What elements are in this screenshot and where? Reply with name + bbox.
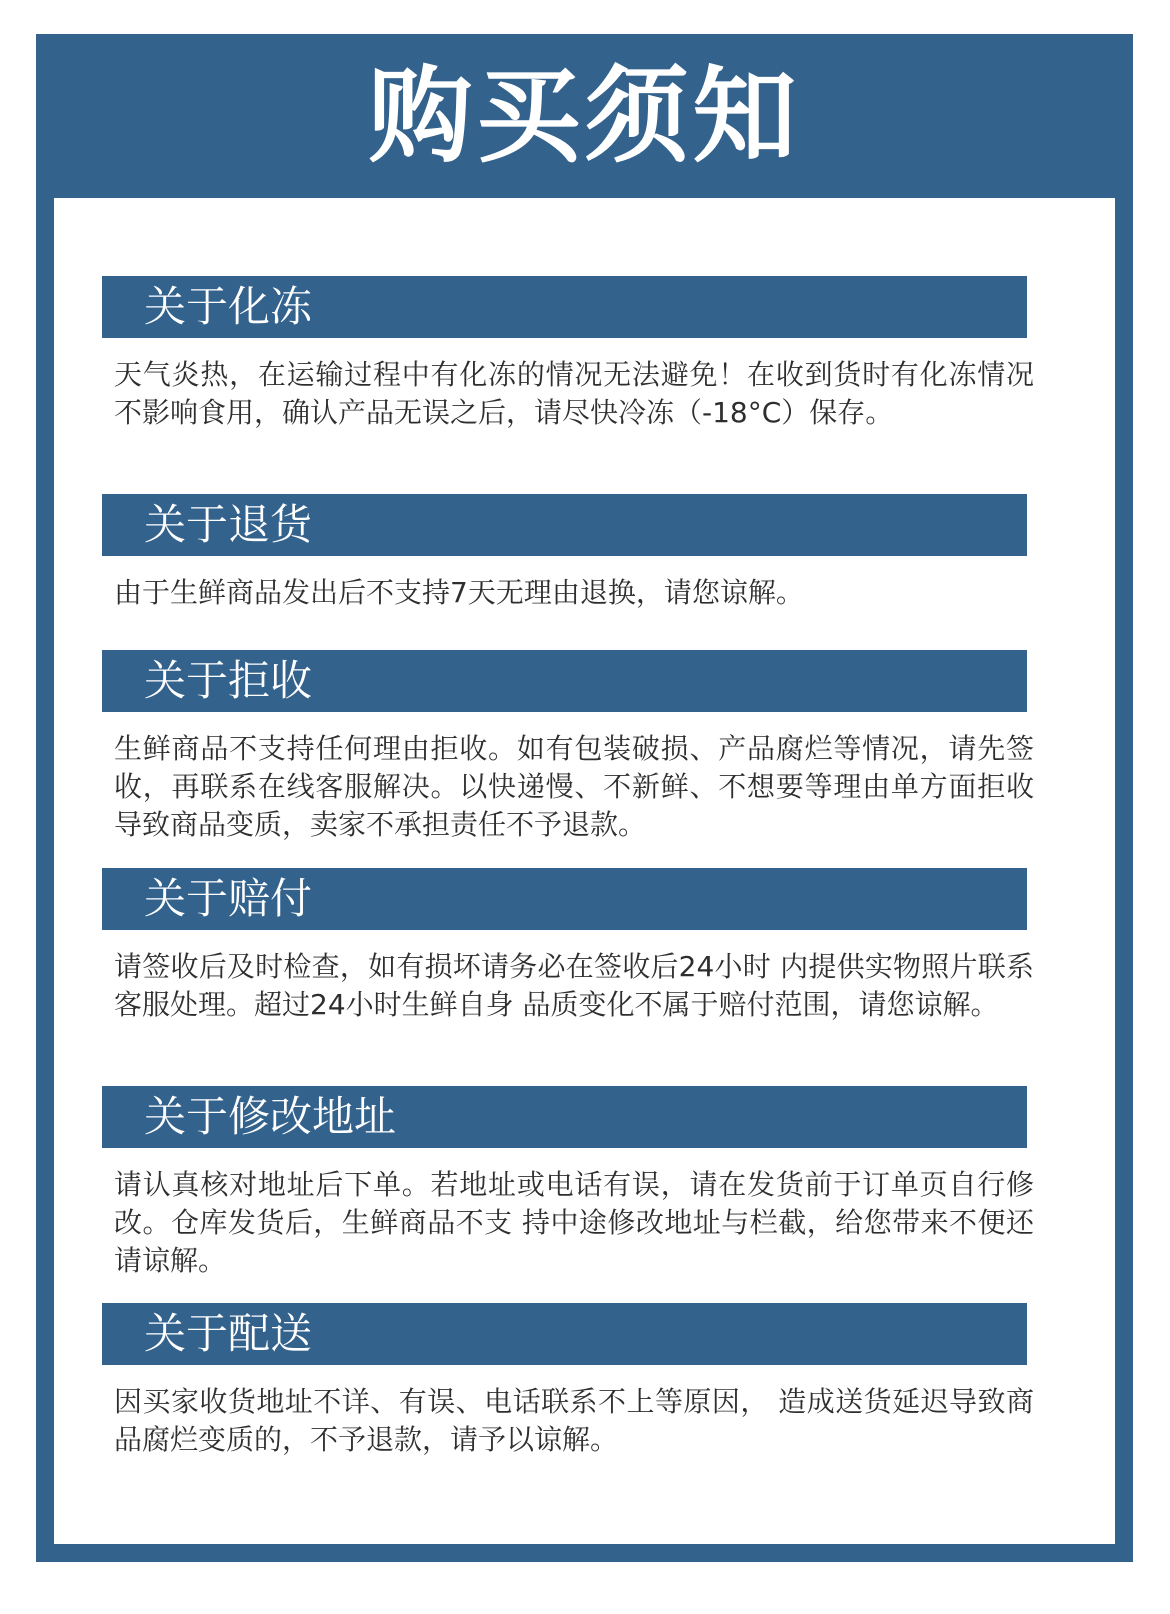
section-body: 天气炎热，在运输过程中有化冻的情况无法避免！在收到货时有化冻情况不影响食用，确认产品无误之后，请尽快冷冻（-18°C）保存。 bbox=[114, 358, 1034, 429]
section-heading-bar bbox=[102, 1303, 1027, 1365]
section-body: 生鲜商品不支持任何理由拒收。如有包装破损、产品腐烂等情况，请先签收，再联系在线客服解决。以快递慢、不新鲜、不想要等理由单方面拒收导致商品变质，卖家不承担责任不予退款。 bbox=[114, 732, 1034, 841]
section-heading: 关于拒收 bbox=[144, 656, 313, 705]
section-heading: 关于赔付 bbox=[144, 874, 313, 923]
section-heading-bar bbox=[102, 868, 1027, 930]
section-heading-bar bbox=[102, 494, 1027, 556]
section-body: 请签收后及时检查，如有损坏请务必在签收后24小时 内提供实物照片联系客服处理。超过24小时生鲜自身 品质变化不属于赔付范围，请您谅解。 bbox=[114, 950, 1034, 1021]
section-heading: 关于配送 bbox=[144, 1309, 313, 1358]
section-heading: 关于化冻 bbox=[144, 282, 313, 331]
section-body: 请认真核对地址后下单。若地址或电话有误，请在发货前于订单页自行修改。仓库发货后，生鲜商品不支 持中途修改地址与栏截，给您带来不便还请谅解。 bbox=[114, 1168, 1034, 1277]
section-heading: 关于修改地址 bbox=[144, 1092, 397, 1141]
section-body: 因买家收货地址不详、有误、电话联系不上等原因， 造成送货延迟导致商品腐烂变质的，不予退款，请予以谅解。 bbox=[114, 1385, 1034, 1456]
notice-frame bbox=[36, 34, 1133, 1562]
section-heading: 关于退货 bbox=[144, 500, 313, 549]
section-heading-bar bbox=[102, 650, 1027, 712]
section-heading-bar bbox=[102, 276, 1027, 338]
notice-panel bbox=[54, 198, 1115, 1544]
section-heading-bar bbox=[102, 1086, 1027, 1148]
page-title: 购买须知 bbox=[368, 55, 801, 177]
section-body: 由于生鲜商品发出后不支持7天无理由退换，请您谅解。 bbox=[114, 576, 804, 609]
